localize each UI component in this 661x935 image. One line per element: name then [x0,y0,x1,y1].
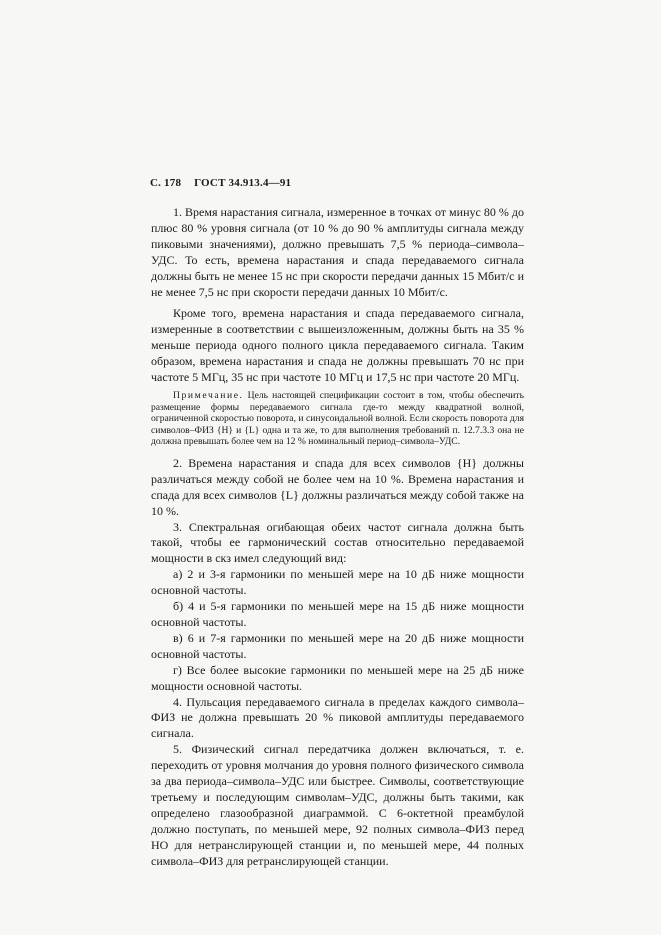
note-text: Цель настоящей спецификации состоит в том, чтобы обеспечить размещение формы передаваемого сигнала где-то между квадратной волной, ограниченной скоростью поворота, и синусоидальной волной. Если скорость поворота для символов–ФИЗ {H} и {L} одна и та же, то для выполнения требований п. 12.7.3.3 она не должна превышать более чем на 12 % номинальный период–символа–УДС. [151,389,524,448]
paragraph-item-3d: г) Все более высокие гармоники по меньшей мере на 25 дБ ниже мощности основной частоты. [151,662,524,693]
note-label: Примечание. [173,389,244,401]
paragraph-item-2: 2. Времена нарастания и спада для всех символов {H} должны различаться между собой не более чем на 10 %. Времена нарастания и спада для всех символов {L} должны различаться между собой также на 10 %. [151,455,524,518]
note [151,390,524,448]
paragraph-item-3: 3. Спектральная огибающая обеих частот сигнала должна быть такой, чтобы ее гармонический состав относительно передаваемой мощности в скз имел следующий вид: [151,519,524,566]
paragraph-item-3b: б) 4 и 5-я гармоники по меньшей мере на 15 дБ ниже мощности основной частоты. [151,599,524,629]
paragraph-item-3a: а) 2 и 3-я гармоники по меньшей мере на 10 дБ ниже мощности основной частоты. [151,567,524,598]
page-number: С. 178 [150,177,182,189]
paragraph-rise-time: 1. Время нарастания сигнала, измеренное в точках от минус 80 % до плюс 80 % уровня сигнала (от 10 % до 90 % амплитуды сигнала между пиковыми значениями), должно превышать 7,5 % периода–символа–УДС. То есть, времена нарастания и спада передаваемого сигнала должны быть не менее 15 нс при скорости передачи данных 15 Мбит/с и не менее 7,5 нс при скорости передачи данных 10 Мбит/с. [151,205,524,299]
paragraph-item-4: 4. Пульсация передаваемого сигнала в пределах каждого символа–ФИЗ не должна превышать 20 % пиковой амплитуды передаваемого сигнала. [151,694,524,741]
paragraph-item-5: 5. Физический сигнал передатчика должен включаться, т. е. переходить от уровня молчания до уровня полного физического символа за два периода–символа–УДС или быстрее. Символы, соответствующие третьему и последующим символам–УДС, должны быть такими, как определено глазообразной диаграммой. С 6-октетной преамбулой должно поступать, по меньшей мере, 92 полных символа–ФИЗ перед НО для нетранслирующей станции и, по меньшей мере, 44 полных символа–ФИЗ для ретранслирующей станции. [151,742,524,868]
paragraph-rise-fall-limits: Кроме того, времена нарастания и спада передаваемого сигнала, измеренные в соответствии с вышеизложенным, должны быть на 35 % меньше периода одного полного цикла передаваемого сигнала. Таким образом, времена нарастания и спада не должны превышать 70 нс при частоте 5 МГц, 35 нс при частоте 10 МГц и 17,5 нс при частоте 20 МГц. [151,306,524,385]
standard-designation: ГОСТ 34.913.4—91 [194,177,292,189]
paragraph-item-3c: в) 6 и 7-я гармоники по меньшей мере на 20 дБ ниже мощности основной частоты. [151,630,524,661]
document-body [151,205,524,870]
page-header [150,177,291,189]
